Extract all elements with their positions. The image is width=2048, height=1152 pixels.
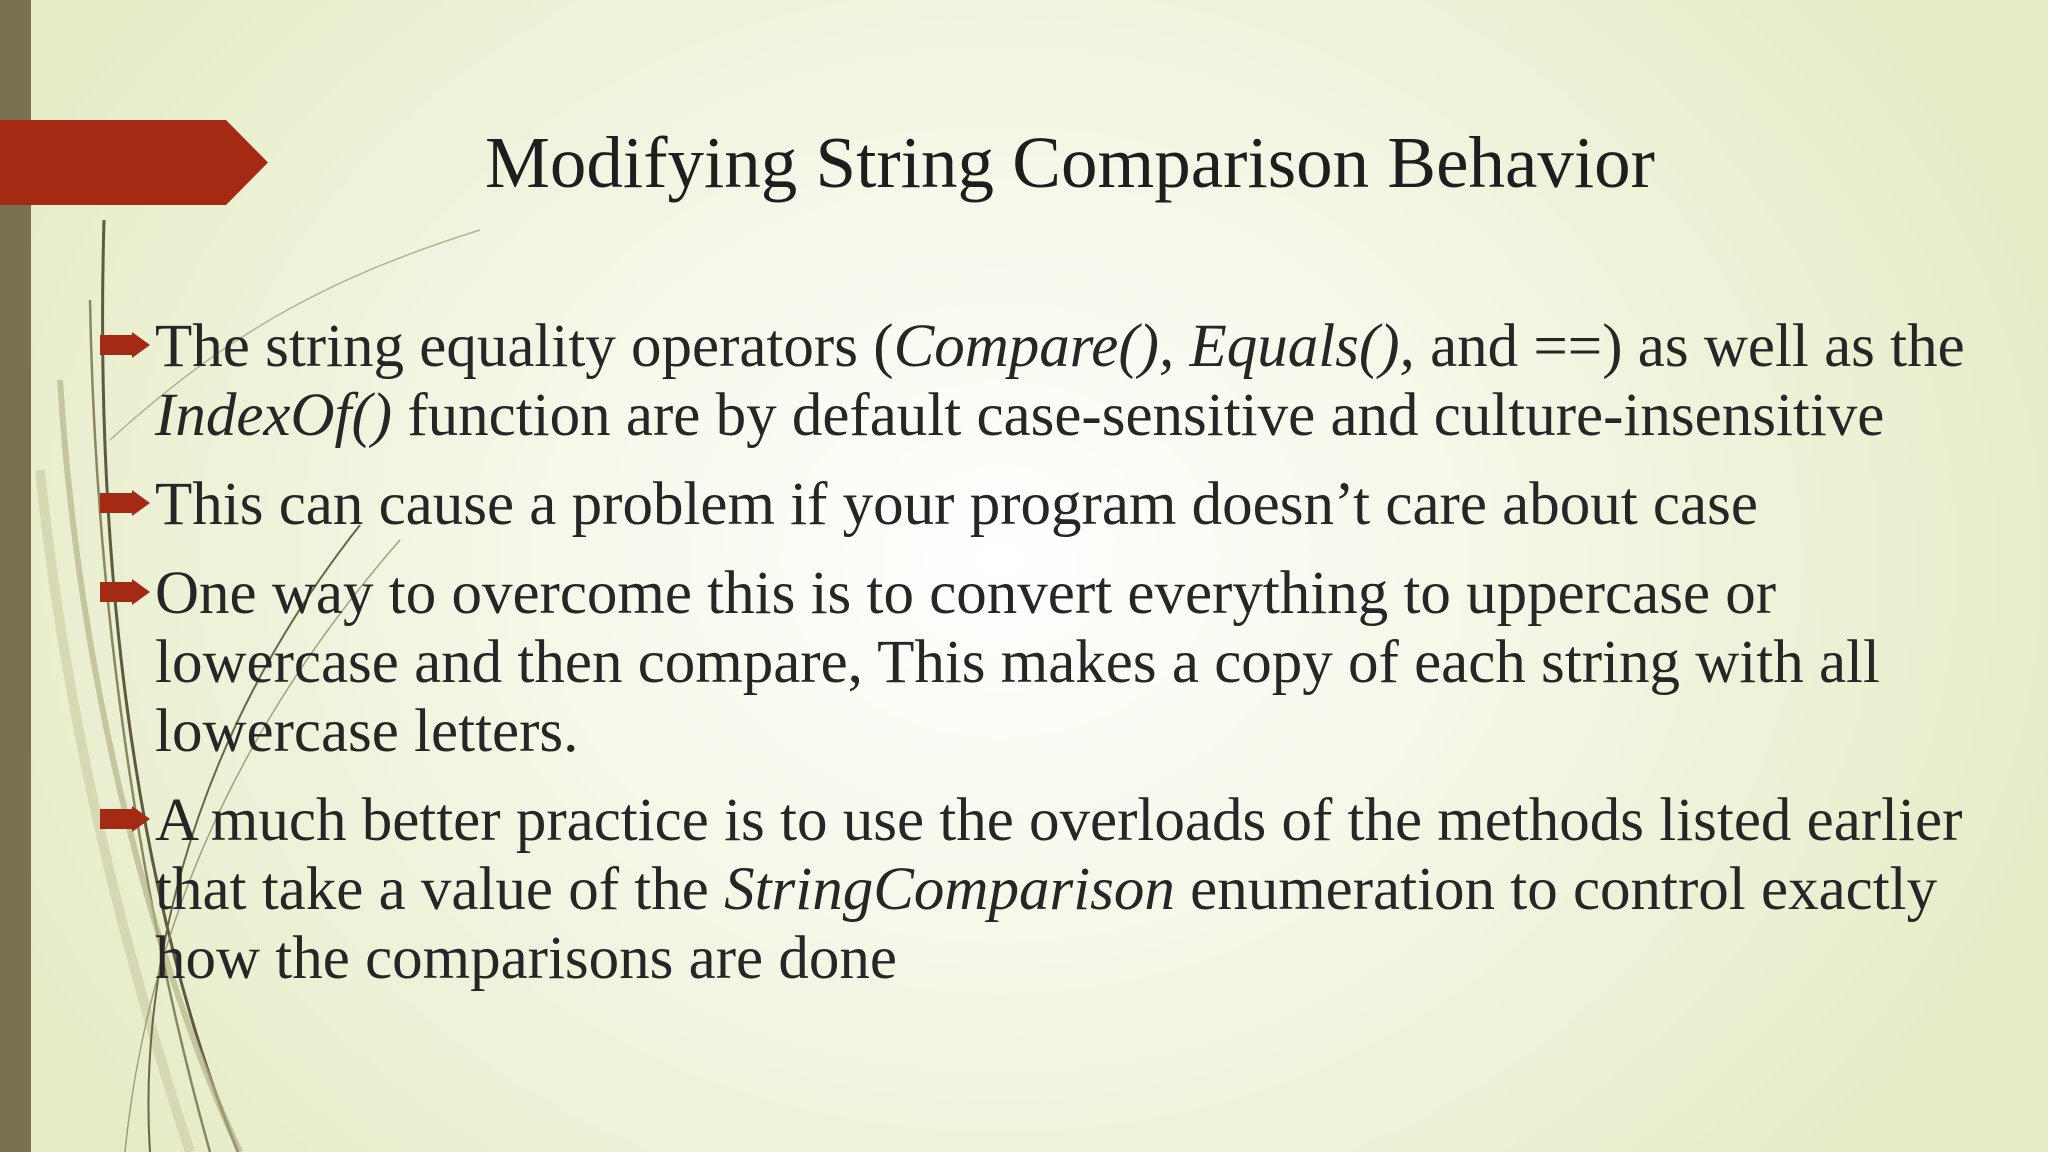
- bullet-text-italic: Compare(), Equals(),: [893, 313, 1415, 380]
- bullet-text: A much better practice is to use the overloads of the methods listed earlier that take a value of the: [155, 787, 1963, 923]
- bullet-text-italic: IndexOf(): [155, 382, 393, 449]
- bullet-text: The string equality operators (: [155, 313, 894, 380]
- bullet-text: function are by default case-sensitive and culture-insensitive: [392, 382, 1885, 449]
- bullet-item: [100, 312, 1980, 450]
- arrow-bullet-icon: [100, 806, 150, 832]
- bullet-item: [100, 559, 1980, 766]
- arrow-bullet-icon: [100, 490, 150, 516]
- arrow-bullet-icon: [100, 579, 150, 605]
- bullet-text-italic: StringComparison: [724, 856, 1175, 923]
- bullet-text: One way to overcome this is to convert everything to uppercase or lowercase and then compare, This makes a copy of each string with all lowercase letters.: [155, 560, 1880, 765]
- bullet-text: This can cause a problem if your program doesn’t care about case: [155, 471, 1758, 538]
- arrow-bullet-icon: [100, 332, 150, 358]
- title-arrow-banner-icon: [0, 120, 268, 205]
- slide-title: Modifying String Comparison Behavior: [485, 122, 1655, 203]
- bullet-list: [100, 312, 1980, 1013]
- bullet-item: [100, 786, 1980, 993]
- bullet-text: enumeration to control exactly how the comparisons are done: [155, 856, 1938, 992]
- bullet-text: and ==) as well as the: [1414, 313, 1965, 380]
- bullet-item: [100, 470, 1980, 539]
